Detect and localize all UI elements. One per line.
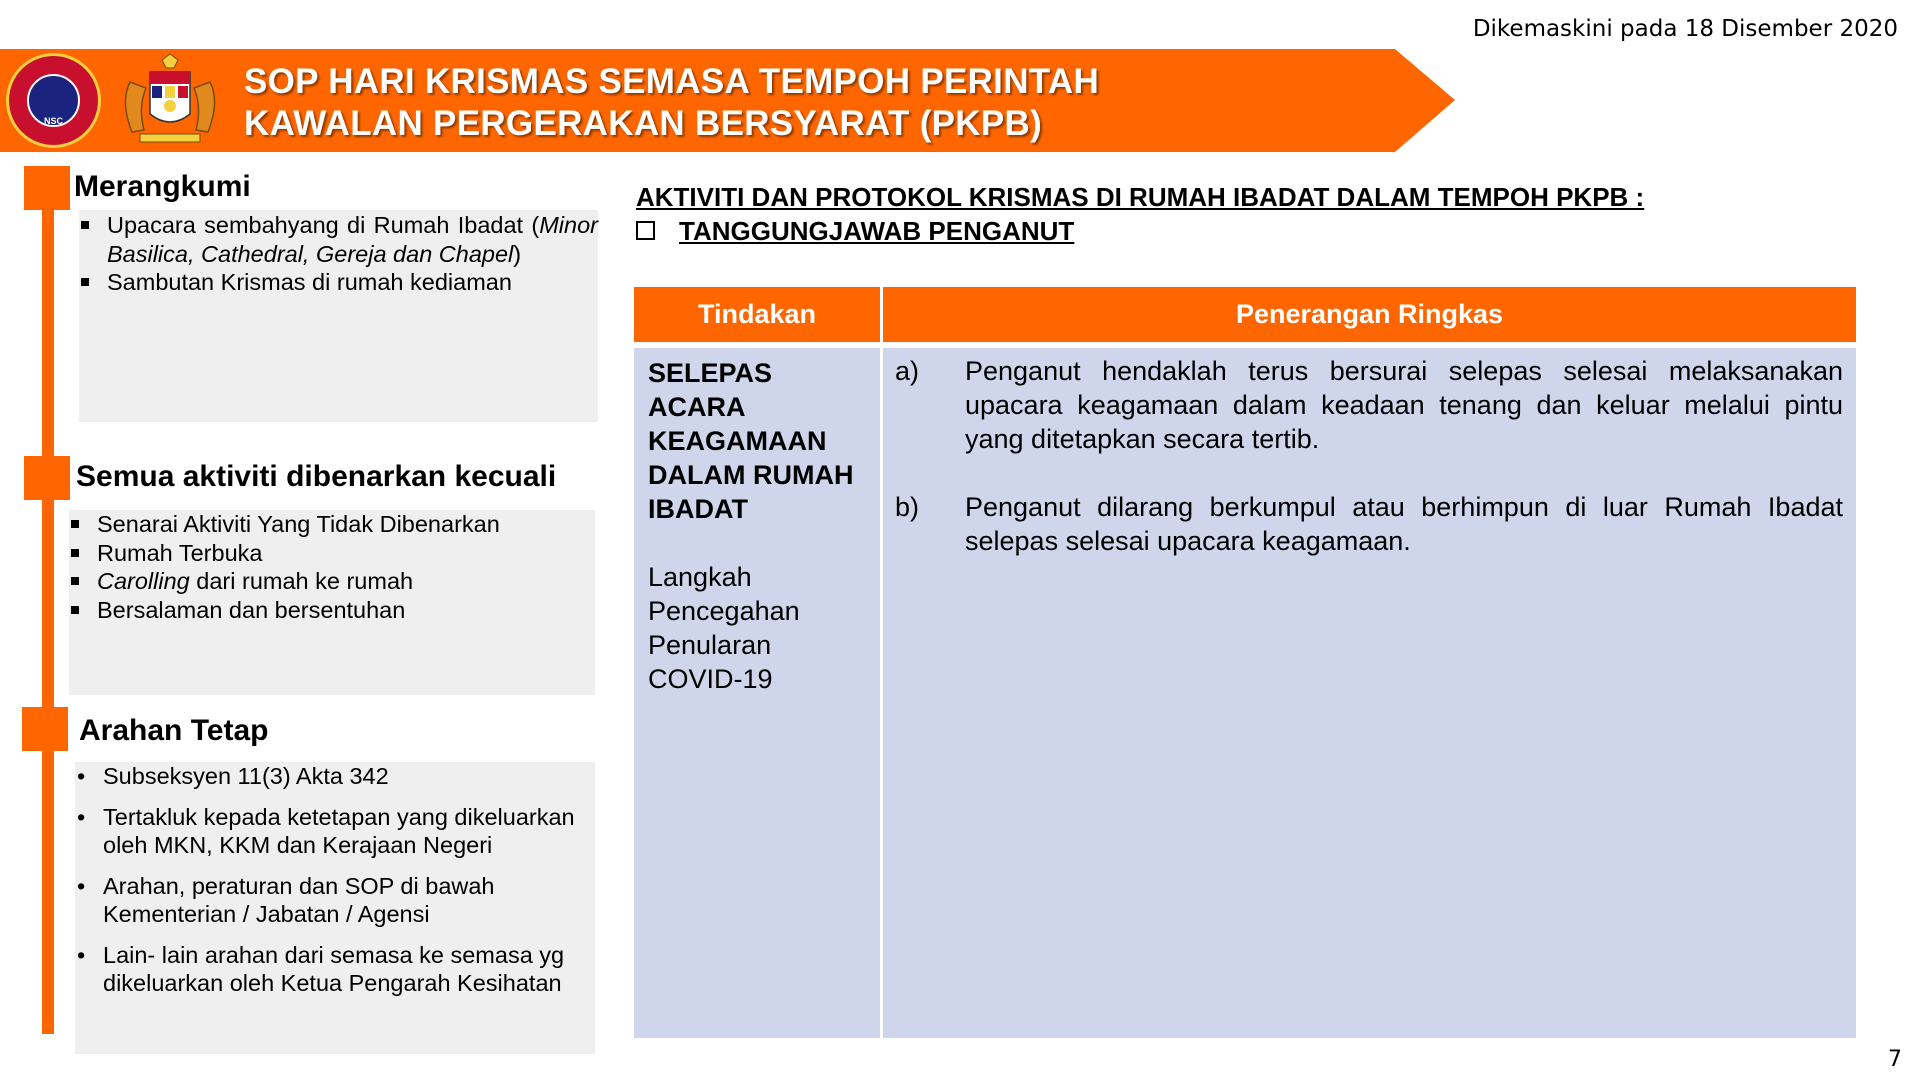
list-item: Bersalaman dan bersentuhan: [69, 596, 595, 625]
timeline-bar: [42, 172, 54, 1034]
main-title: AKTIVITI DAN PROTOKOL KRISMAS DI RUMAH IBADAT DALAM TEMPOH PKPB :: [636, 182, 1645, 212]
arahan-list: [75, 762, 585, 1010]
list-item: • Arahan, peraturan dan SOP di bawah Kementerian / Jabatan / Agensi: [75, 872, 585, 929]
nsc-logo-text: NSC: [43, 116, 63, 126]
sub-title-text: TANGGUNGJAWAB PENGANUT: [679, 216, 1075, 246]
list-item: Upacara sembahyang di Rumah Ibadat (Minor Basilica, Cathedral, Gereja dan Chapel): [79, 211, 598, 268]
item-text: Penganut dilarang berkumpul atau berhimpun di luar Rumah Ibadat selepas selesai upacara keagamaan.: [965, 492, 1843, 556]
tindakan-bold-text: SELEPAS ACARA KEAGAMAAN DALAM RUMAH IBADAT: [648, 358, 854, 524]
section-marker: [24, 166, 70, 210]
section-marker: [24, 456, 70, 500]
table-header-penerangan: Penerangan Ringkas: [883, 287, 1856, 342]
list-item: Carolling dari rumah ke rumah: [69, 567, 595, 596]
list-item: Senarai Aktiviti Yang Tidak Dibenarkan: [69, 510, 595, 539]
list-item: Sambutan Krismas di rumah kediaman: [79, 268, 598, 297]
kecuali-box: [69, 510, 595, 695]
section-heading-merangkumi: Merangkumi: [74, 170, 251, 203]
coat-of-arms-logo: [110, 52, 230, 148]
list-item: • Lain- lain arahan dari semasa ke semasa yg dikeluarkan oleh Ketua Pengarah Kesihatan: [75, 941, 585, 998]
penerangan-list: [895, 354, 1843, 558]
table-cell-tindakan: [634, 348, 880, 1038]
section-heading-kecuali: Semua aktiviti dibenarkan kecuali: [76, 460, 557, 493]
table-header-tindakan: Tindakan: [634, 287, 880, 342]
arahan-box: [75, 762, 595, 1054]
checkbox-bullet-icon: [636, 221, 655, 240]
kecuali-list: [69, 510, 595, 624]
list-item: • Subseksyen 11(3) Akta 342: [75, 762, 585, 791]
item-label: a): [895, 356, 920, 386]
updated-date: Dikemaskini pada 18 Disember 2020: [1472, 16, 1898, 42]
page-title-line-2: KAWALAN PERGERAKAN BERSYARAT (PKPB): [244, 104, 1043, 143]
sub-title: [636, 216, 1074, 247]
item-label: b): [895, 492, 920, 522]
page-title-line-1: SOP HARI KRISMAS SEMASA TEMPOH PERINTAH: [244, 62, 1100, 101]
merangkumi-list: [79, 210, 598, 297]
section-marker: [22, 707, 68, 751]
section-heading-arahan: Arahan Tetap: [79, 714, 269, 747]
item-text: Penganut hendaklah terus bersurai selepas selesai melaksanakan upacara keagamaan dalam keadaan tenang dan keluar melalui pintu yang ditetapkan secara tertib.: [965, 356, 1843, 454]
table-cell-penerangan: [883, 348, 1856, 1038]
list-item: • Tertakluk kepada ketetapan yang dikeluarkan oleh MKN, KKM dan Kerajaan Negeri: [75, 803, 585, 860]
list-item: [895, 490, 1843, 558]
list-item: Rumah Terbuka: [69, 539, 595, 568]
tindakan-plain-text: Langkah Pencegahan Penularan COVID-19: [648, 562, 800, 694]
page-number: 7: [1888, 1047, 1902, 1072]
list-item: [895, 354, 1843, 456]
nsc-logo: [6, 53, 101, 148]
merangkumi-box: [79, 210, 598, 422]
